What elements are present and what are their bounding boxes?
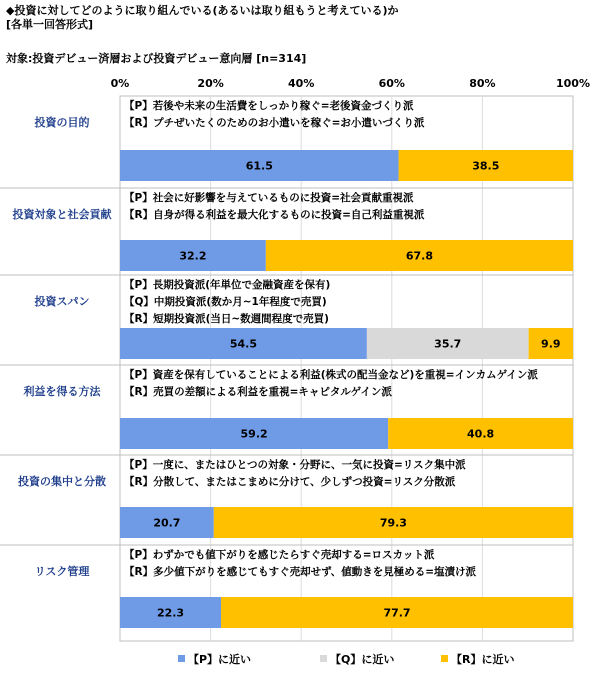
- option-text: 【P】長期投資派(年単位で金融資産を保有): [124, 279, 331, 291]
- x-tick-label: 40%: [288, 77, 315, 90]
- x-tick-label: 80%: [469, 77, 496, 90]
- option-text: 【P】わずかでも値下がりを感じたらすぐ売却する=ロスカット派: [124, 549, 435, 561]
- x-tick-label: 100%: [556, 77, 590, 90]
- data-label: 54.5: [229, 337, 258, 351]
- legend-swatch-Q: [320, 655, 327, 662]
- option-text: 【R】多少値下がりを感じてもすぐ売却せず、値動きを見極める=塩漬け派: [124, 566, 477, 578]
- row-label: 投資の目的: [34, 116, 90, 129]
- data-label: 61.5: [245, 159, 273, 173]
- data-label: 20.7: [153, 516, 181, 530]
- legend-label: 【Q】に近い: [330, 653, 395, 666]
- data-label: 9.9: [541, 337, 561, 351]
- option-text: 【R】売買の差額による利益を重視=キャピタルゲイン派: [124, 386, 392, 398]
- data-label: 40.8: [467, 427, 495, 441]
- row-label: リスク管理: [34, 565, 90, 578]
- x-tick-label: 60%: [378, 77, 405, 90]
- x-tick-label: 0%: [110, 77, 130, 90]
- option-text: 【P】資産を保有していることによる利益(株式の配当金など)を重視=インカムゲイン派: [124, 369, 538, 381]
- data-label: 22.3: [156, 606, 185, 620]
- chart-subtitle: [各単一回答形式]: [6, 18, 94, 31]
- option-text: 【R】自身が得る利益を最大化するものに投資=自己利益重視派: [124, 209, 425, 221]
- data-label: 59.2: [240, 427, 268, 441]
- legend-swatch-P: [178, 655, 185, 662]
- row-label: 投資スパン: [34, 295, 90, 308]
- option-text: 【Q】中期投資派(数か月~1年程度で売買): [124, 296, 327, 308]
- option-text: 【R】プチぜいたくのためのお小遣いを稼ぐ=お小遣いづくり派: [124, 117, 425, 129]
- data-label: 32.2: [179, 249, 207, 263]
- data-label: 77.7: [383, 606, 411, 620]
- option-text: 【P】若後や未来の生活費をしっかり稼ぐ=老後資金づくり派: [124, 100, 414, 112]
- option-text: 【P】社会に好影響を与えているものに投資=社会貢献重視派: [124, 192, 414, 204]
- option-text: 【P】一度に、またはひとつの対象・分野に、一気に投資=リスク集中派: [124, 459, 466, 471]
- data-label: 79.3: [379, 516, 407, 530]
- data-label: 67.8: [405, 249, 434, 263]
- x-tick-label: 20%: [197, 77, 224, 90]
- legend-label: 【P】に近い: [188, 653, 252, 666]
- row-label: 利益を得る方法: [23, 385, 101, 398]
- data-label: 38.5: [472, 159, 500, 173]
- chart-title: ◆投資に対してどのように取り組んでいる(あるいは取り組もうと考えている)か: [6, 4, 399, 17]
- option-text: 【R】短期投資派(当日~数週間程度で売買): [124, 313, 329, 325]
- row-label: 投資対象と社会貢献: [12, 208, 112, 221]
- legend-label: 【R】に近い: [451, 653, 515, 666]
- chart-target: 対象:投資デビュー済層および投資デビュー意向層 [n=314]: [6, 52, 307, 65]
- option-text: 【R】分散して、またはこまめに分けて、少しずつ投資=リスク分散派: [124, 476, 456, 488]
- legend-swatch-R: [441, 655, 448, 662]
- data-label: 35.7: [434, 337, 462, 351]
- row-label: 投資の集中と分散: [18, 475, 106, 488]
